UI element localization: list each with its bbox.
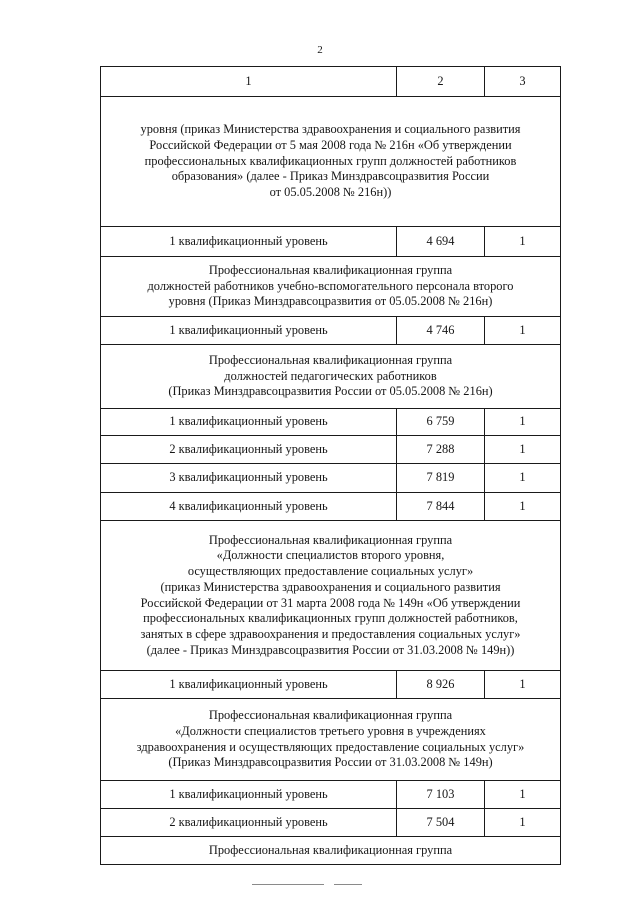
section-heading-cell	[101, 257, 561, 317]
section-row	[101, 837, 561, 865]
qualification-level-cell: 1 квалификационный уровень	[101, 671, 397, 699]
table-row	[101, 671, 561, 699]
coefficient-cell: 1	[485, 809, 561, 837]
coefficient-cell: 1	[485, 409, 561, 436]
section-text-line: Профессиональная квалификационная группа	[208, 842, 453, 857]
header-cell-col1: 1	[101, 67, 397, 97]
coefficient-cell: 1	[485, 227, 561, 257]
section-heading-cell	[101, 521, 561, 671]
page-number: 2	[317, 44, 323, 56]
header-cell-col2: 2	[397, 67, 485, 97]
coefficient-cell: 1	[485, 464, 561, 493]
header-cell-col3: 3	[485, 67, 561, 97]
qualification-level-cell: 1 квалификационный уровень	[101, 317, 397, 345]
section-heading-cell	[101, 97, 561, 227]
salary-value-cell: 7 844	[397, 493, 485, 521]
salary-value-cell: 4 694	[397, 227, 485, 257]
section-text-line: (Приказ Минздравсоцразвития России от 05.05.2008 № 216н)	[168, 384, 493, 399]
salary-value-cell: 7 819	[397, 464, 485, 493]
scan-edge-mark	[334, 884, 362, 885]
coefficient-cell: 1	[485, 781, 561, 809]
table-row	[101, 781, 561, 809]
table-header-row	[101, 67, 561, 97]
section-text-line: «Должности специалистов третьего уровня в учреждениях	[175, 723, 486, 738]
section-text-line: профессиональных квалификационных групп должностей работников	[144, 153, 517, 168]
section-heading-cell	[101, 345, 561, 409]
salary-table	[100, 66, 561, 865]
salary-value-cell: 7 288	[397, 436, 485, 464]
section-text-line: (приказ Министерства здравоохранения и социального развития	[160, 579, 501, 594]
section-heading-cell	[101, 699, 561, 781]
section-text-line: (Приказ Минздравсоцразвития России от 31.03.2008 № 149н)	[168, 755, 493, 770]
section-text-line: (далее - Приказ Минздравсоцразвития России от 31.03.2008 № 149н))	[146, 642, 515, 657]
qualification-level-cell: 2 квалификационный уровень	[101, 436, 397, 464]
section-text-line: образования» (далее - Приказ Минздравсоцразвития России	[171, 169, 490, 184]
scan-edge-mark	[252, 884, 324, 885]
table-row	[101, 317, 561, 345]
section-text-line: от 05.05.2008 № 216н))	[269, 185, 392, 200]
section-row	[101, 521, 561, 671]
qualification-level-cell: 2 квалификационный уровень	[101, 809, 397, 837]
section-text-line: Профессиональная квалификационная группа	[208, 352, 453, 367]
qualification-level-cell: 1 квалификационный уровень	[101, 227, 397, 257]
table-row	[101, 409, 561, 436]
section-text-line: занятых в сфере здравоохранения и предоставления социальных услуг»	[140, 626, 521, 641]
section-text-line: здравоохранения и осуществляющих предоставление социальных услуг»	[136, 739, 525, 754]
section-text-line: «Должности специалистов второго уровня,	[216, 548, 445, 563]
section-text-line: должностей работников учебно-вспомогательного персонала второго	[147, 278, 514, 293]
table-row	[101, 464, 561, 493]
section-text-line: Профессиональная квалификационная группа	[208, 708, 453, 723]
coefficient-cell: 1	[485, 493, 561, 521]
table-row	[101, 809, 561, 837]
section-text-line: Профессиональная квалификационная группа	[208, 532, 453, 547]
table-row	[101, 227, 561, 257]
salary-value-cell: 4 746	[397, 317, 485, 345]
salary-value-cell: 7 504	[397, 809, 485, 837]
coefficient-cell: 1	[485, 671, 561, 699]
qualification-level-cell: 4 квалификационный уровень	[101, 493, 397, 521]
section-text-line: Российской Федерации от 5 мая 2008 года № 216н «Об утверждении	[149, 137, 512, 152]
coefficient-cell: 1	[485, 317, 561, 345]
section-text-line: осуществляющих предоставление социальных услуг»	[187, 564, 474, 579]
salary-value-cell: 7 103	[397, 781, 485, 809]
qualification-level-cell: 1 квалификационный уровень	[101, 409, 397, 436]
salary-value-cell: 8 926	[397, 671, 485, 699]
section-text-line: Российской Федерации от 31 марта 2008 года № 149н «Об утверждении	[140, 595, 521, 610]
coefficient-cell: 1	[485, 436, 561, 464]
salary-value-cell: 6 759	[397, 409, 485, 436]
table-row	[101, 436, 561, 464]
qualification-level-cell: 3 квалификационный уровень	[101, 464, 397, 493]
section-row	[101, 257, 561, 317]
section-heading-cell	[101, 837, 561, 865]
section-row	[101, 97, 561, 227]
section-text-line: должностей педагогических работников	[224, 368, 437, 383]
section-row	[101, 345, 561, 409]
qualification-level-cell: 1 квалификационный уровень	[101, 781, 397, 809]
section-row	[101, 699, 561, 781]
section-text-line: профессиональных квалификационных групп должностей работников,	[143, 611, 518, 626]
section-text-line: Профессиональная квалификационная группа	[208, 262, 453, 277]
section-text-line: уровня (приказ Министерства здравоохранения и социального развития	[140, 122, 521, 137]
section-text-line: уровня (Приказ Минздравсоцразвития от 05.05.2008 № 216н)	[168, 294, 493, 309]
table-row	[101, 493, 561, 521]
